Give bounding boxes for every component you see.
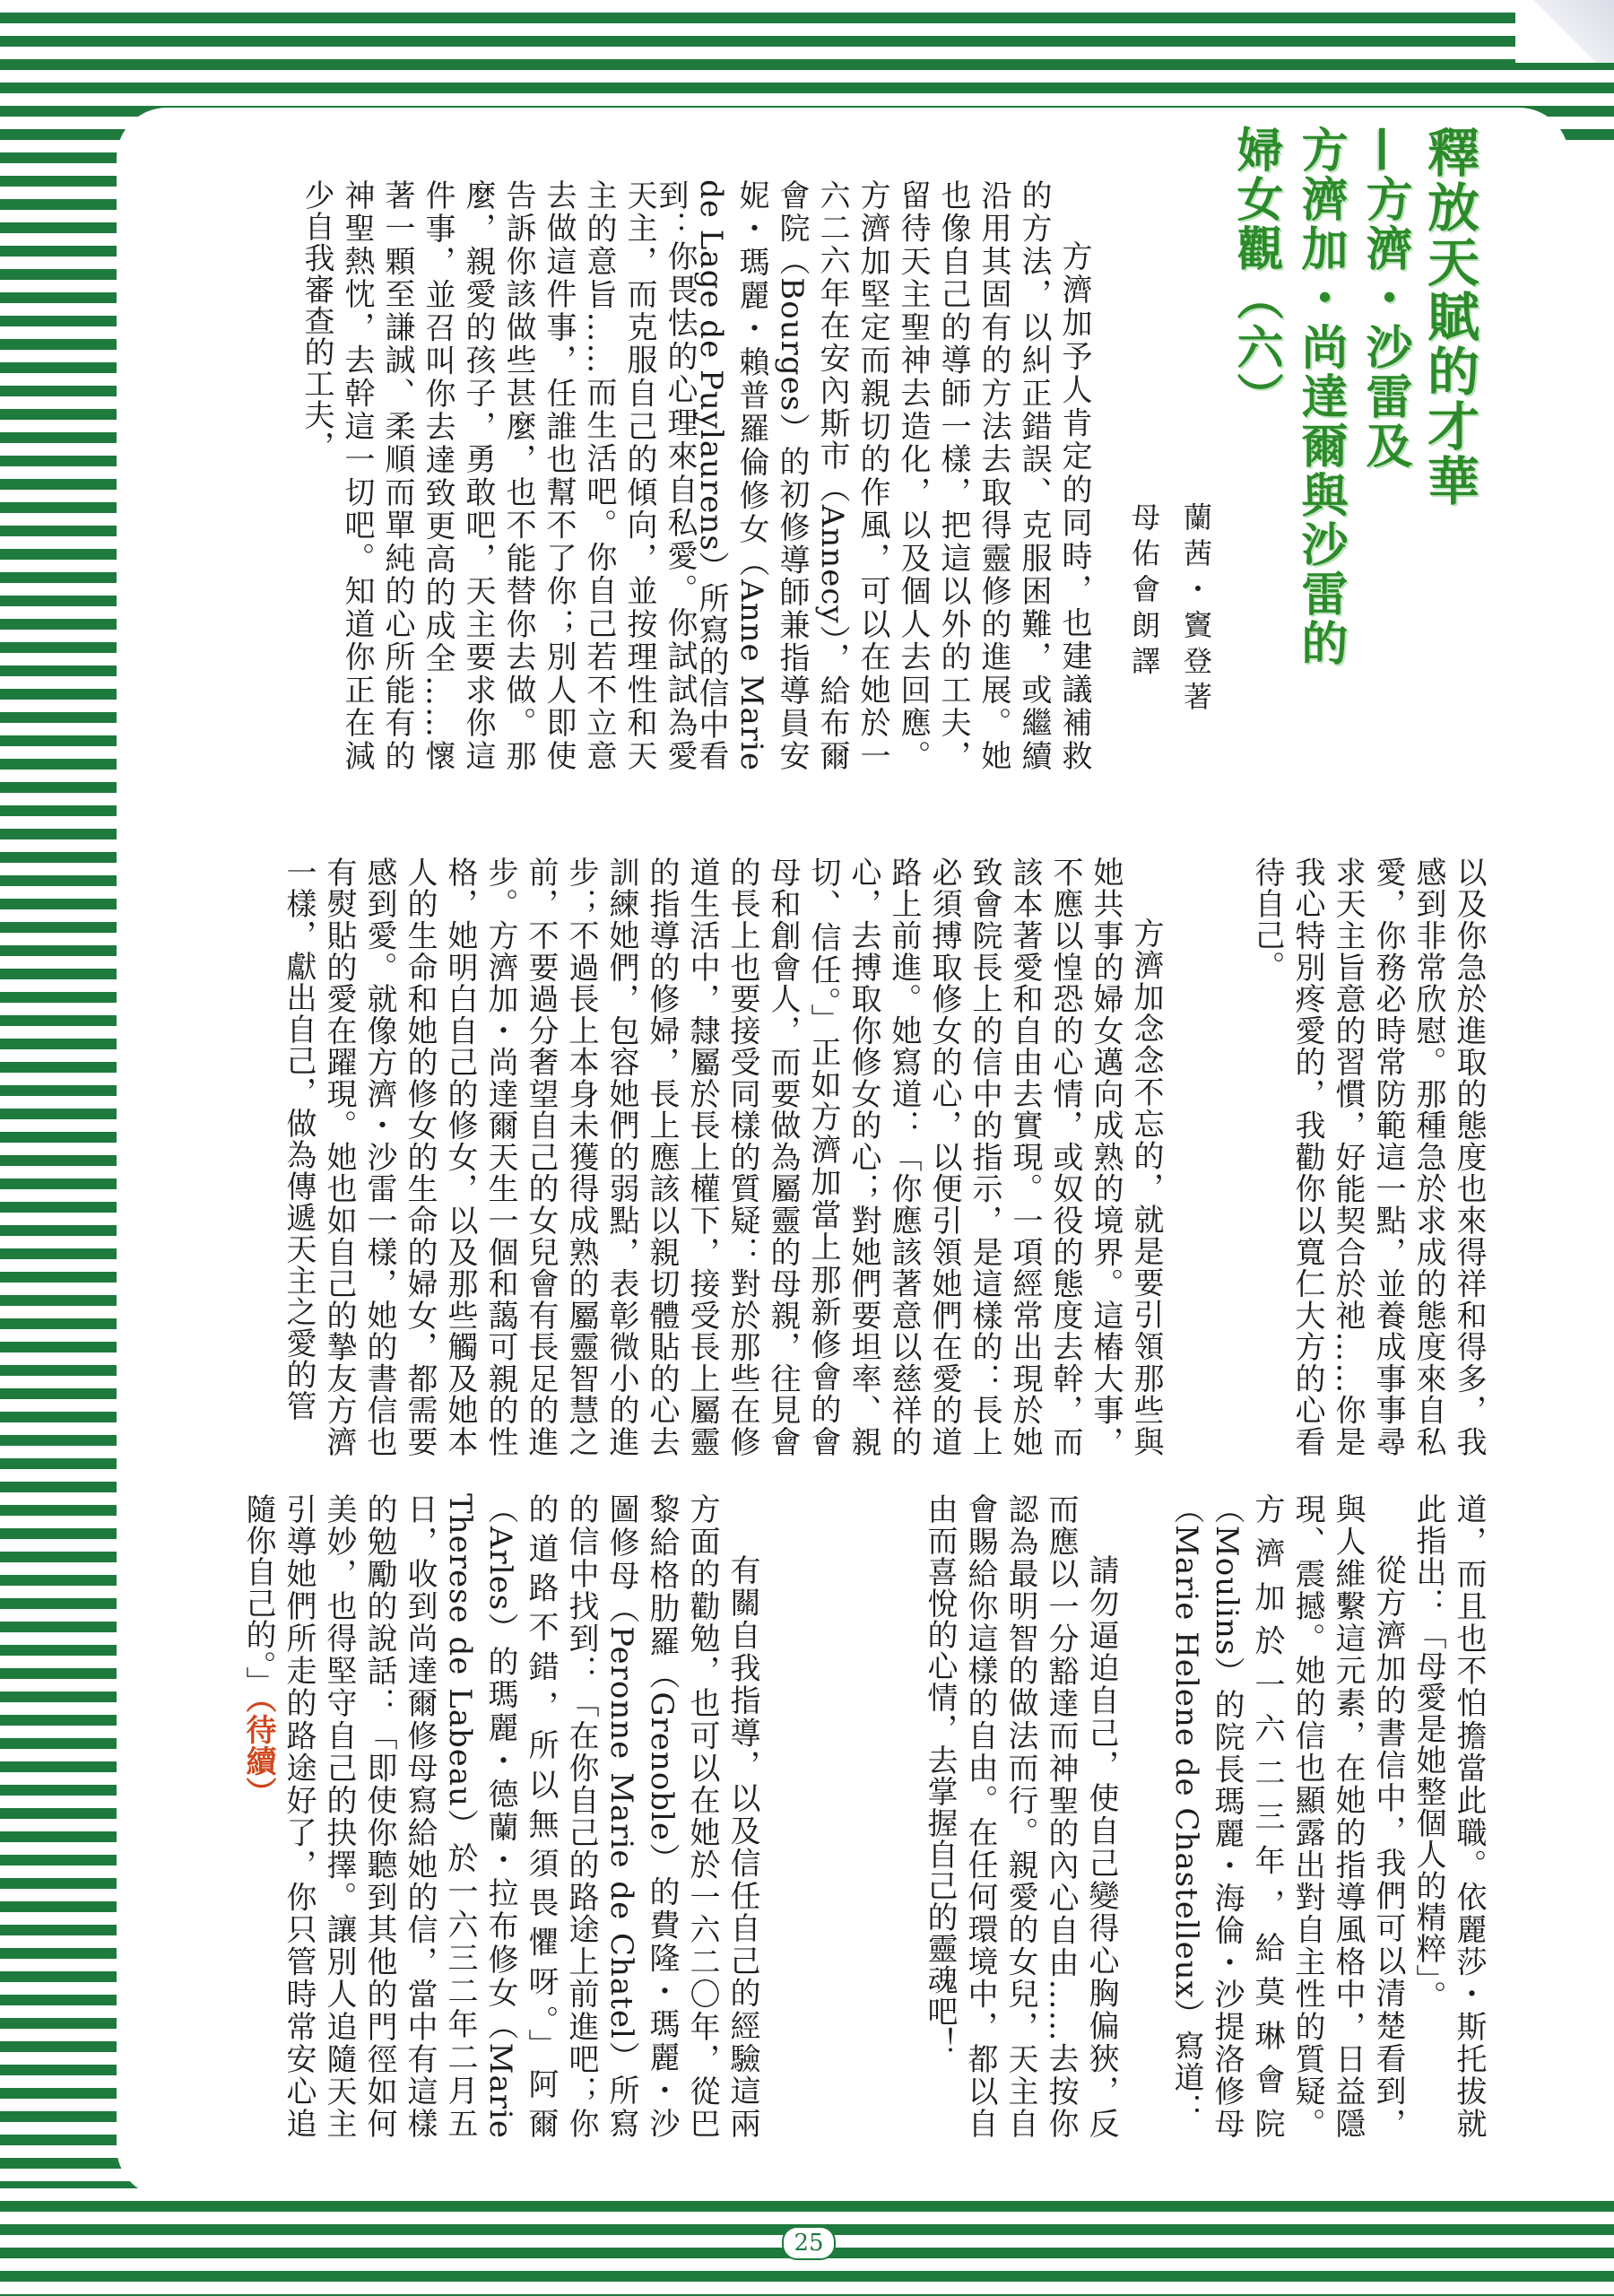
paragraph-1: 方濟加予人肯定的同時，也建議補救的方法，以糾正錯誤、克服困難，或繼續沿用其固有的方法去取得靈修的進展。她也像自己的導師一樣，把這以外的工夫，留待天主聖神去造化，以及個人去回應。方濟加堅定而親切的作風，可以在她於一六二六年在安內斯市（Annecy），給布爾會院（Bourges）的初修導師兼指導員安妮・瑪麗・賴普羅倫修女（Anne Marie de Lage de Puylaurens）所寫的信中看到： xyxy=(653,179,1092,771)
article-title-line-1: 釋放天賦的才華 xyxy=(1419,126,1480,509)
paragraph-7-letter: 請勿逼迫自己，使自己變得心胸偏狹，反而應以一分豁達而神聖的內心自由……去按你認為最明智的做法而行。親愛的女兒，天主自會賜給你這樣的自由。在任何環境中，都以自由而喜悅的心情，去掌握自己的靈魂吧！ xyxy=(922,1493,1119,2139)
paragraph-5: 道，而且也不怕擔當此職。依麗莎・斯托拔就此指出：「母愛是她整個人的精粹」。 xyxy=(1410,1493,1487,2139)
to-be-continued: （待續） xyxy=(240,1698,276,1808)
article-title-line-2: —方濟・沙雷及 xyxy=(1358,126,1411,471)
article-title-line-3: 方濟加・尚達爾與沙雷的 xyxy=(1293,126,1347,668)
page-number: 25 xyxy=(782,2226,836,2260)
paragraph-3-letter-cont: 以及你急於進取的態度也來得祥和得多，我感到非常欣慰。那種急於求成的態度來自私愛，你務必時常防範這一點，並養成事事尋求天主旨意的習慣，好能契合於祂……你是我心特別疼愛的，我勸你以寬仁大方的心看待自己。 xyxy=(1249,857,1487,1457)
paragraph-8-text: 有關自我指導，以及信任自己的經驗這兩方面的勸勉，也可以在她於一六二〇年，從巴黎給格肋羅（Grenoble）的費隆・瑪麗・沙圖修母（Peronne Marie de Chatel）所寫的信中找到：「在你自己的路途上前進吧；你的道路不錯，所以無須畏懼呀。」阿爾（Arles）的瑪麗・德蘭・拉布修女（Marie Therese de Labeau）於一六三二年二月五日，收到尚達爾修母寫給她的信，當中有這樣的勉勵的說話：「即使你聽到其他的門徑如何美妙，也得堅守自己的抉擇。讓別人追隨天主引導她們所走的路途好了，你只管時常安心追隨你自己的。」 xyxy=(240,1493,760,2139)
paragraph-2-letter: 你畏怯的心理來自私愛。你試試為愛天主，而克服自己的傾向，並按理性和天主的意旨……而生活吧。你自己若不立意去做這件事，任誰也幫不了你；別人即使告訴你該做些甚麼，也不能替你去做。那麼，親愛的孩子，勇敢吧，天主要求你這件事，並召叫你去達致更高的成全……懷著一顆至謙誠、柔順而單純的心所能有的神聖熱忱，去幹這一切吧。知道你正在減少自我審查的工夫， xyxy=(299,179,698,771)
paragraph-6: 從方濟加的書信中，我們可以清楚看到，與人維繫這元素，在她的指導風格中，日益隱現、震撼。她的信也顯露出對自主性的質疑。方濟加於一六二三年，給莫琳會院（Moulins）的院長瑪麗・海倫・沙提洛修母（Marie Helene de Chastelleux）寫道： xyxy=(1168,1493,1406,2139)
translator-credit: 母佑會朗譯 xyxy=(1127,502,1161,682)
paragraph-4: 方濟加念念不忘的，就是要引領那些與她共事的婦女邁向成熟的境界。這樁大事，不應以惶恐的心情，或奴役的態度去幹，而該本著愛和自由去實現。一項經常出現於她致會院長上的信中的指示，是這樣的：長上必須搏取修女的心，以便引領她們在愛的道路上前進。她寫道：「你應該著意以慈祥的心，去搏取你修女的心；對她們要坦率、親切、信任。」正如方濟加當上那新修會的會母和創會人，而要做為屬靈的母親，往見會的長上也要接受同樣的質疑：對於那些在修道生活中，隸屬於長上權下，接受長上屬靈的指導的修婦，長上應該以親切體貼的心去訓練她們，包容她們的弱點，表彰微小的進步；不過長上本身未獲得成熟的屬靈智慧之前，不要過分奢望自己的女兒會有長足的進步。方濟加・尚達爾天生一個和藹可親的性格，她明白自己的修女，以及那些觸及她本人的生命和她的修女的生命的婦女，都需要感到愛。就像方濟・沙雷一樣，她的書信也有熨貼的愛在躍現。她也如自己的摯友方濟一樣，獻出自己，做為傳遞天主之愛的管 xyxy=(281,857,1164,1457)
page-corner xyxy=(1515,0,1614,63)
article-title-line-4: 婦女觀（六） xyxy=(1228,126,1282,422)
author-credit: 蘭茜・竇登著 xyxy=(1179,502,1213,718)
paragraph-8 xyxy=(240,1493,762,2139)
